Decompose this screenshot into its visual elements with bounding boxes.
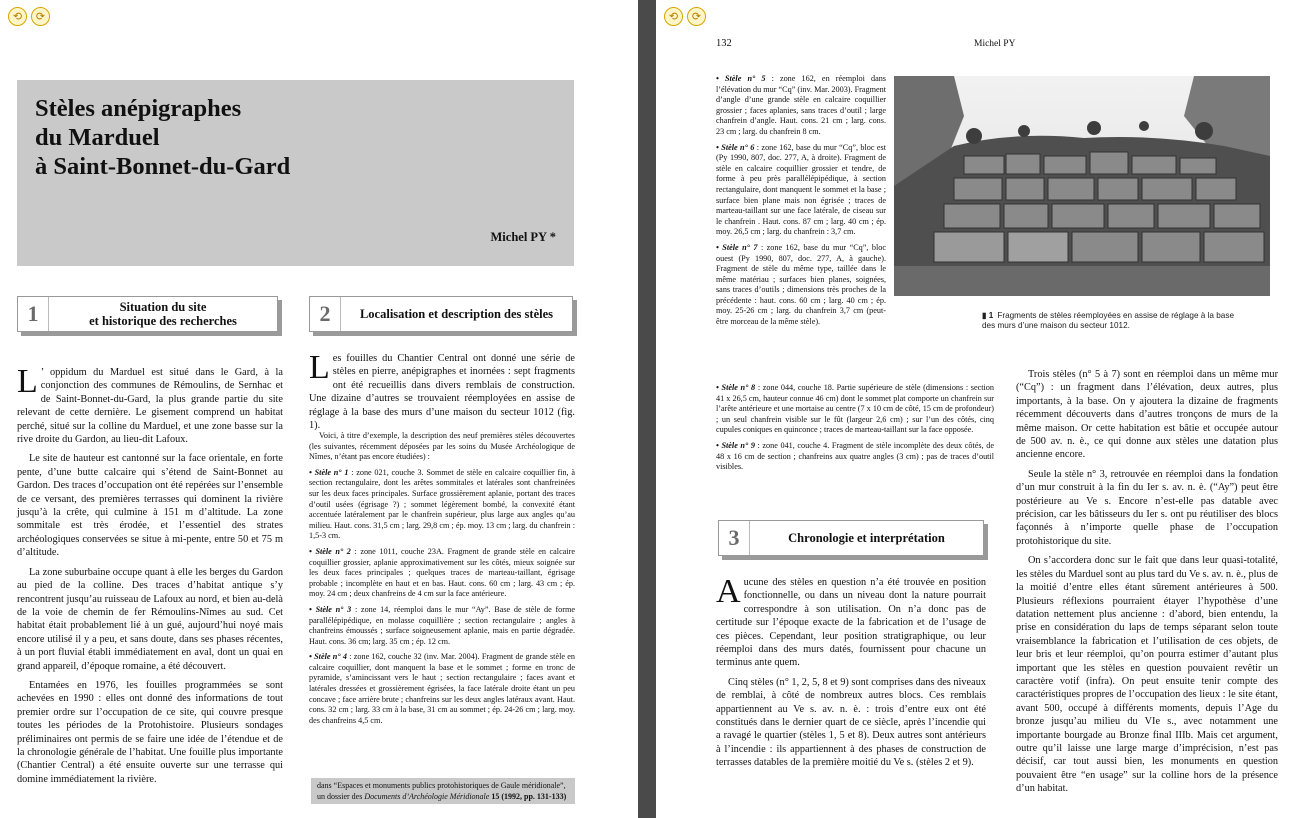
stele-label: • Stèle n° 3 [309,604,352,614]
stele-label: • Stèle n° 5 [716,74,766,83]
running-head: Michel PY [974,39,1016,49]
stele-label: • Stèle n° 1 [309,467,349,477]
prev-page-icon[interactable]: ⟲ [8,7,27,26]
paragraph: Voici, à titre d’exemple, la description des neuf premières stèles découvertes (les suivantes, récemment déposées par les soins du Musée Archéologique de Nîmes, n’étant pas encore étudiées) : [309,431,575,462]
left-page-nav [8,7,50,26]
stele-label: • Stèle n° 9 [716,440,755,450]
paragraph: ucune des stèles en question n’a été trouvée en position fonctionnelle, ou dans un niveau dont la nature pourrait correspondre à son utilisation. On n’a donc pas de certitude sur l’époque exacte de la fabrication et de l’usage de ces pièces. Cependant, leur position stratigraphique, ou leur réemploi dans des murs datés, fournissent pour chacune un terminus ante quem. [716,577,986,669]
article-title: Stèles anépigraphes du Marduel à Saint-Bonnet-du-Gard [35,95,291,180]
section-1-title: Situation du site et historique des recherches [89,300,237,328]
right-column-2 [1016,368,1278,802]
stele-text: : zone 044, couche 18. Partie supérieure de stèle (dimensions : section 41 x 26,5 cm, hauteur connue 46 cm) dont le sommet plat comporte un chanfrein sur l’arête antérieure et une mortaise au centre (7 x 10 cm de côté, 15 cm de profondeur) ; un seul chanfrein visible sur le fût (largeur 2,6 cm) ; sur l’un des côtés, cinq cupules coniques en quinconce ; traces de marteau-taillant sur la face opposée. [716,383,994,435]
paragraph: Seule la stèle n° 3, retrouvée en réemploi dans la fondation d’un mur construit à la fin du Ier s. av. n. è. (“Ay”) peut être postérieure au Ve s. Encore n’est-elle pas datable avec précision, car les bâtisseurs du Ier s. ont pu réutiliser des blocs façonnés à n’importe quelle phase de l’occupation protohistorique du site. [1016,468,1278,547]
stele-entry [309,547,575,600]
paragraph: ’ oppidum du Marduel est situé dans le Gard, à la conjonction des communes de Rémoulins, de Sernhac et de Saint-Bonnet-du-Gard, la plus grande partie du site relevant de cette dernière. Le gisement comprend un habitat perché, situé sur la colline du Marduel, et une zone basse sur la rive droite du Gardon, au lieu-dit Lafoux. [17,367,283,446]
section-1-number: 1 [18,297,49,331]
stele-label: • Stèle n° 2 [309,546,351,556]
left-page [0,0,638,818]
stele-entry [716,243,886,328]
wall-photograph [894,76,1270,296]
stele-label: • Stèle n° 4 [309,652,347,662]
page-number: 132 [716,38,732,49]
section-1-heading [17,296,278,332]
title-box [17,80,574,266]
dropcap: L [17,363,38,400]
next-page-icon[interactable]: ⟳ [31,7,50,26]
right-page [656,0,1294,818]
source-footer [311,778,575,804]
section-3-number: 3 [719,521,750,555]
stele-text: : zone 162, base du mur “Cq”, bloc ouest (Py 1990, 807, doc. 277, A, à gauche). Fragment de stèle du même type, taillée dans le même matériau ; surfaces bien planes, soignées, sans traces d’outils ; dimensions très proches de la précédente : haut. cons. 60 cm ; larg. 40 cm ; ép. moy. 25-26 cm ; larg. du chanfrein 3,7 cm (peut-être morceau de la même stèle). [716,242,886,327]
paragraph: Entamées en 1976, les fouilles programmées se sont achevées en 1990 : elles ont donné des informations de tout premier ordre sur l’occupation de ce site, qui couvre presque toutes les périodes de la Protohistoire. Plusieurs sondages préliminaires ont permis de se faire une idée de l’étendue et de la chronologie générale de l’habitat. Une fouille plus importante (Chantier Central) a été ensuite ouverte sur une terrasse qui domine immédiatement la rivière. [17,679,283,785]
paragraph: La zone suburbaine occupe quant à elle les berges du Gardon au pied de la colline. Des traces d’habitat antique s’y rencontrent jusqu’au ruisseau de Lafoux au nord, et bien au-delà de la voie de chemin de fer Rémoulins-Nîmes au sud. Cet habitat était probablement lié à un gué, aujourd’hui noyé mais encore utilisé il y a peu, et sans doute, dans ses phases récentes, à un port fluvial établi immédiatement en aval, dont un quai en grand appareil, d’époque romaine, a été découvert. [17,566,283,672]
stele-text: : zone 162, couche 32 (inv. Mar. 2004). Fragment de grande stèle en calcaire coquillier, dont manquent la base et le sommet ; forme en tronc de pyramide, s’amincissant vers le haut ; section rectangulaire ; faces avant et latérales dressées et grossièrement égrisées, la face latérale droite étant un peu concave ; face arrière brute ; chanfreins sur les deux angles latéraux avant. Haut. cons. 32 cm ; larg. 33 cm à la base, 31 cm au sommet ; ép. 24-26 cm ; larg. moy. des chanfreins 4,5 cm. [309,652,575,725]
section-2-title: Localisation et description des stèles [359,307,554,321]
author-name: Michel PY * [490,230,556,244]
dropcap: A [716,573,741,610]
stele-label: • Stèle n° 6 [716,142,755,152]
stele-entry [716,143,886,238]
stele-text: : zone 021, couche 3. Sommet de stèle en calcaire coquillier fin, à section rectangulaire, dont les arêtes sommitales et latérales sont chanfreinées sur les deux faces principales. Surface grossièrement aplanie, portant des traces d’outil usées (égrisage ?) ; sommet légèrement bombé, la convexité étant accentuée latéralement par le chanfrein supérieur, plus large aux angles qu’au milieu. Haut. cons. 31,5 cm ; larg. 29,8 cm ; ép. moy. 13 cm ; larg. du chanfrein : 1,5-3 cm. [309,467,575,541]
paragraph: Cinq stèles (n° 1, 2, 5, 8 et 9) sont comprises dans des niveaux de remblai, à côté de nombreux autres blocs. Ces remblais appartiennent au Ve s. av. n. è. : trois d’entre eux ont été constitués dans le dernier quart de ce siècle, après l’incendie qui a ravagé le quartier (stèles 1, 5 et 8). Deux autres sont antérieurs à l’incendie : ils appartiennent à des phases de construction de terrasses datables de la première moitié du Ve s. (stèles 2 et 9). [716,676,986,769]
caption-text: Fragments de stèles réemployées en assise de réglage à la base des murs d’une maison du secteur 1012. [982,311,1235,330]
figure-caption [982,311,1242,331]
stele-entry [716,441,994,473]
stele-text: : zone 162, base du mur “Cq”, bloc est (Py 1990, 807, doc. 277, A, à droite). Fragment de stèle en calcaire coquillier grossier et tendre, de forme à peu près parallélépipédique, à section rectangulaire, dont manquent le sommet et la base ; surface bien plane mais non égrisée ; traces de marteau-taillant sur une face latérale, de ciseau sur le chanfrein . Haut. cons. 87 cm ; larg. 40 cm ; ép. moy. 26,5 cm ; larg. du chanfrein : 3,7 cm. [716,142,886,237]
right-column-1 [716,573,986,776]
right-page-nav [664,7,706,26]
right-steles-wide [716,383,994,478]
stele-text: : zone 14, réemploi dans le mur “Ay”. Base de stèle de forme parallélépipédique, en molasse coquillière ; section rectangulaire ; angles à chanfreins émoussés ; surface soigneusement aplanie, mais en partie dégradée. Haut. cons. 36 cm; larg. 35 cm ; ép. 12 cm. [309,604,575,646]
left-column-2-steles [309,431,575,731]
next-page-icon[interactable]: ⟳ [687,7,706,26]
section-3-title: Chronologie et interprétation [788,531,945,545]
footer-line: un dossier des Documents d’Archéologie Méridionale 15 (1992, pp. 131-133) [317,792,567,801]
paragraph: Le site de hauteur est cantonné sur la face orientale, en forte pente, d’une butte calcaire qui s’étend de Saint-Bonnet au Gardon. Des traces d’occupation ont été repérées sur l’ensemble de ce versant, des premières terrasses qui dominent la rivière jusqu’à la crête, qui culmine à 151 m d’altitude. La zone sommitale est très érodée, et l’essentiel des strates archéologiques conservées se situe à mi-pente, entre 50 et 75 m d’altitude. [17,453,283,559]
section-3-heading [718,520,984,556]
stone-wall-image [894,76,1270,296]
paragraph: On s’accordera donc sur le fait que dans leur quasi-totalité, les stèles du Marduel sont au plus tard du Ve s. av. n. è., plus de la moitié d’entre elles étant sûrement antérieures à 500. Plusieurs réflexions pourraient étayer l’hypothèse d’une datation nettement plus ancienne : d’abord, bien entendu, la prise en considération du laps de temps séparant selon toute vraisemblance la fabrication et l’utilisation de ces objets, de leur bris et leur réemploi, qu’on pourra estimer d’autant plus important que les stèles en question pouvaient revêtir un caractère votif (infra). On peut ensuite tenir compte des caractéristiques propres de l’occupation des lieux : le site étant, avant 500, occupé à différents moments, depuis l’Age du bronze jusqu’au milieu du VIe s., avec notamment une importante bourgade au Bronze final IIIb. Mais cet argument, outre qu’il laisse une large marge d’imprécision, n’est pas décisif, car tout aussi bien, les monuments en question pouvaient être “en usage” sur la colline hors de la présence d’un habitat. [1016,555,1278,795]
stele-text: : zone 162, en réemploi dans l’élévation du mur “Cq” (inv. Mar. 2003). Fragment d’angle d’une grande stèle en calcaire coquillier grossier ; faces aplanies, sans traces d’outil ; large chanfrein d’angle. Haut. cons. 21 cm ; larg. cons. 23 cm ; larg. du chanfrein 8 cm. [716,74,887,136]
left-column-2-intro [309,349,575,438]
dropcap: L [309,349,330,386]
prev-page-icon[interactable]: ⟲ [664,7,683,26]
section-2-number: 2 [310,297,341,331]
stele-entry [309,652,575,726]
caption-number: ▮ 1 [982,311,994,320]
footer-line: dans “Espaces et monuments publics protohistoriques de Gaule méridionale”, [317,781,566,790]
stele-label: • Stèle n° 8 [716,383,756,392]
stele-entry [716,383,994,436]
section-2-heading [309,296,573,332]
paragraph: Trois stèles (n° 5 à 7) sont en réemploi dans un même mur (“Cq”) : un fragment dans l’élévation, deux autres, plus importants, à la base. On y ajoutera la dizaine de fragments récemment découverts dans d’autres tronçons de murs de la même maison. Or cette habitation est bâtie et occupée autour de 500 av. n. è., ce qui donne aux stèles une datation plus ancienne encore. [1016,369,1278,461]
right-steles-narrow [716,74,886,333]
left-column-1 [17,363,283,792]
paragraph: es fouilles du Chantier Central ont donné une série de stèles en pierre, anépigraphes et inornées : sept fragments ont été recueillis dans divers remblais de construction. Une dizaine d’autres se trouvaient réemployées en assise de réglage à la base des murs d’une maison du secteur 1012 (fig. 1). [309,353,575,432]
stele-text: : zone 041, couche 4. Fragment de stèle incomplète des deux côtés, de 48 x 16 cm de section ; chanfreins aux quatre angles (3 cm) ; pas de traces d’outil visibles. [716,440,994,472]
stele-entry [309,605,575,647]
stele-entry [716,74,886,138]
stele-label: • Stèle n° 7 [716,242,758,252]
stele-text: : zone 1011, couche 23A. Fragment de grande stèle en calcaire coquillier grossier, aplanie approximativement sur les côtés, mieux soignée sur les deux faces principales ; quelques traces de marteau-taillant, égrisage probable ; incomplète en haut et en bas. Haut. cons. 60 cm ; larg. 43 cm ; ép. moy. 24 cm ; deux chanfreins de 4 cm sur la face antérieure. [309,546,575,599]
stele-entry [309,468,575,542]
